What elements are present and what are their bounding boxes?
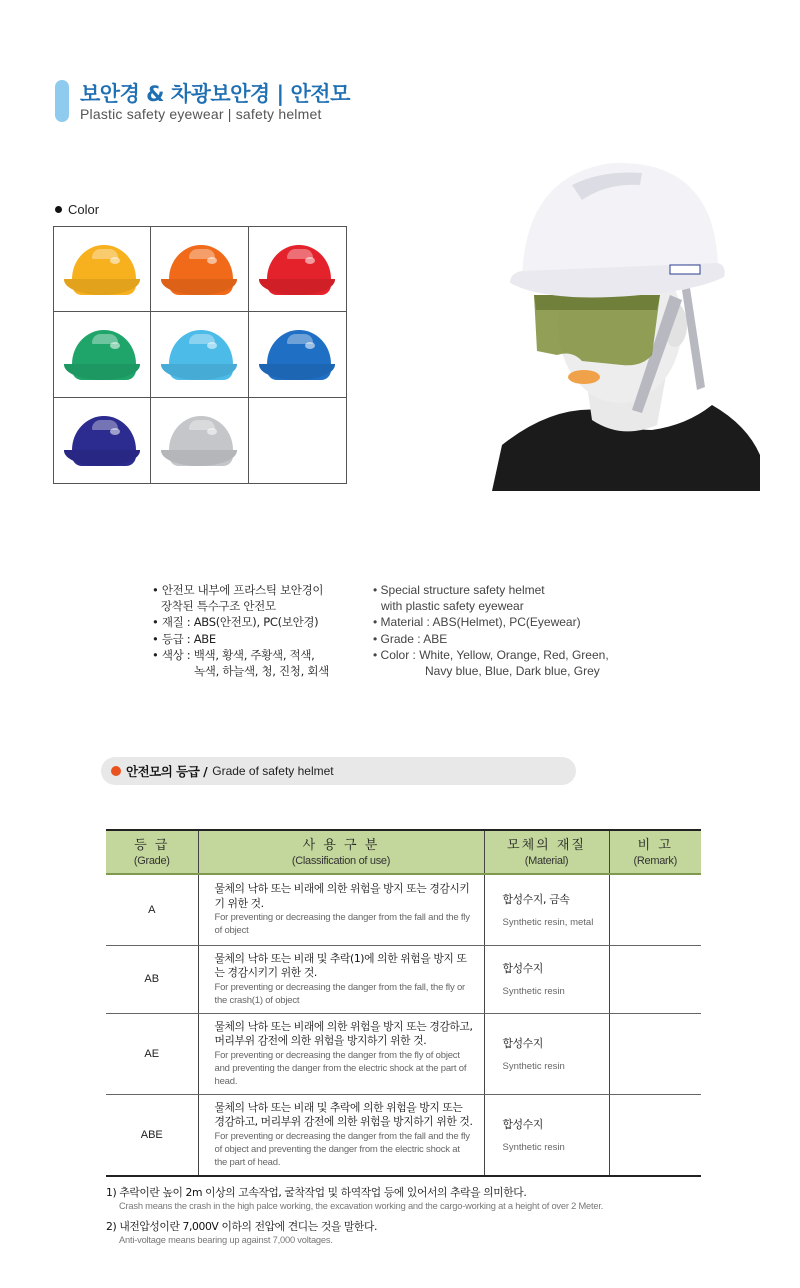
helmet-icon [257, 241, 337, 297]
grade-section-heading [101, 757, 576, 785]
cell-use: 물체의 낙하 또는 비래 및 추락에 의한 위험을 방지 또는 경감하고, 머리부위 감전에 의한 위험을 방지하기 위한 것. For preventing or decreasing the danger from the fall and the fly of object and preventing the danger from the electric shock at the part of head. [198, 1094, 484, 1176]
cell-material: 합성수지 Synthetic resin [484, 1013, 609, 1094]
spec-material: • Material : ABS(Helmet), PC(Eyewear) [373, 615, 581, 630]
table-header-row [106, 830, 701, 874]
color-swatch-grid [53, 226, 347, 484]
table-row [106, 1013, 701, 1094]
spec-color-cont: 녹색, 하늘색, 청, 진청, 회색 [194, 664, 329, 679]
spec-line: 장착된 특수구조 안전모 [161, 599, 276, 614]
spec-color: • 색상 : 백색, 황색, 주황색, 적색, [152, 647, 315, 662]
cell-use: 물체의 낙하 또는 비래에 의한 위험을 방지 또는 경감시키기 위한 것. For preventing or decreasing the danger from the fall and the fly of object [198, 874, 484, 945]
spec-line: • Special structure safety helmet [373, 583, 545, 597]
helmet-swatch-green [54, 312, 151, 397]
cell-material: 합성수지 Synthetic resin [484, 1094, 609, 1176]
helmet-swatch-orange [151, 227, 248, 312]
cell-remark [609, 1013, 701, 1094]
footnote-2-ko: 2) 내전압성이란 7,000V 이하의 전압에 견디는 것을 말한다. [106, 1220, 378, 1233]
header-grade: 등 급 (Grade) [106, 830, 198, 874]
title-accent-bar [55, 80, 69, 122]
cell-grade: A [106, 874, 198, 945]
cell-material: 합성수지 Synthetic resin [484, 945, 609, 1013]
helmet-swatch-red [249, 227, 346, 312]
cell-grade: AB [106, 945, 198, 1013]
footnote-1-en: Crash means the crash in the high palce working, the excavation working and the cargo-working at a height of over 2 Meter. [119, 1201, 604, 1211]
helmet-swatch-sky-blue [151, 312, 248, 397]
header-classification: 사 용 구 분 (Classification of use) [198, 830, 484, 874]
spec-color-cont: Navy blue, Blue, Dark blue, Grey [425, 664, 600, 679]
grade-heading-en: Grade of safety helmet [212, 764, 334, 778]
cell-remark [609, 945, 701, 1013]
cell-grade: AE [106, 1013, 198, 1094]
footnotes [106, 1186, 603, 1254]
cell-grade: ABE [106, 1094, 198, 1176]
helmet-icon [257, 326, 337, 382]
helmet-swatch-yellow [54, 227, 151, 312]
header-material: 모체의 재질 (Material) [484, 830, 609, 874]
product-photo-mannequin-helmet [492, 155, 760, 491]
page-title: 보안경 & 차광보안경 | 안전모 [80, 82, 350, 106]
cell-use: 물체의 낙하 또는 비래에 의한 위험을 방지 또는 경감하고, 머리부위 감전에 의한 위험을 방지하기 위한 것. For preventing or decreasing the danger from the fly of object and preventing the danger from the electric shock at the part of head. [198, 1013, 484, 1094]
helmet-icon [62, 326, 142, 382]
spec-grade: • Grade : ABE [373, 631, 448, 646]
table-row [106, 945, 701, 1013]
helmet-swatch-navy-blue [54, 398, 151, 483]
spec-material: • 재질 : ABS(안전모), PC(보안경) [152, 615, 319, 630]
grade-table [106, 829, 701, 1177]
table-row [106, 874, 701, 945]
footnote-2-en: Anti-voltage means bearing up against 7,000 voltages. [119, 1235, 333, 1245]
color-section-label [55, 202, 99, 217]
cell-material: 합성수지, 금속 Synthetic resin, metal [484, 874, 609, 945]
helmet-icon [159, 241, 239, 297]
helmet-icon [62, 241, 142, 297]
cell-remark [609, 1094, 701, 1176]
color-label-text: Color [68, 202, 100, 217]
helmet-icon [159, 412, 239, 468]
bullet-icon [55, 206, 62, 213]
grade-heading-ko: 안전모의 등급 / [126, 764, 208, 779]
page-subtitle: Plastic safety eyewear | safety helmet [80, 106, 322, 122]
empty-cell [249, 398, 346, 483]
spec-line: with plastic safety eyewear [381, 599, 524, 614]
bullet-icon [111, 766, 121, 776]
spec-list-korean [152, 582, 329, 679]
spec-line: • 안전모 내부에 프라스틱 보안경이 [152, 583, 324, 597]
helmet-swatch-blue [249, 312, 346, 397]
table-row [106, 1094, 701, 1176]
footnote-1-ko: 1) 추락이란 높이 2m 이상의 고속작업, 굴착작업 및 하역작업 등에 있어서의 추락을 의미한다. [106, 1186, 527, 1199]
spec-list-english [373, 582, 609, 679]
helmet-swatch-grey [151, 398, 248, 483]
spec-grade: • 등급 : ABE [152, 631, 216, 646]
helmet-icon [62, 412, 142, 468]
header-remark: 비 고 (Remark) [609, 830, 701, 874]
helmet-icon [159, 326, 239, 382]
spec-color: • Color : White, Yellow, Orange, Red, Green, [373, 647, 609, 662]
cell-remark [609, 874, 701, 945]
cell-use: 물체의 낙하 또는 비래 및 추락(1)에 의한 위험을 방지 또는 경감시키기 위한 것. For preventing or decreasing the danger from the fall, the fly or the crash(1) of object [198, 945, 484, 1013]
